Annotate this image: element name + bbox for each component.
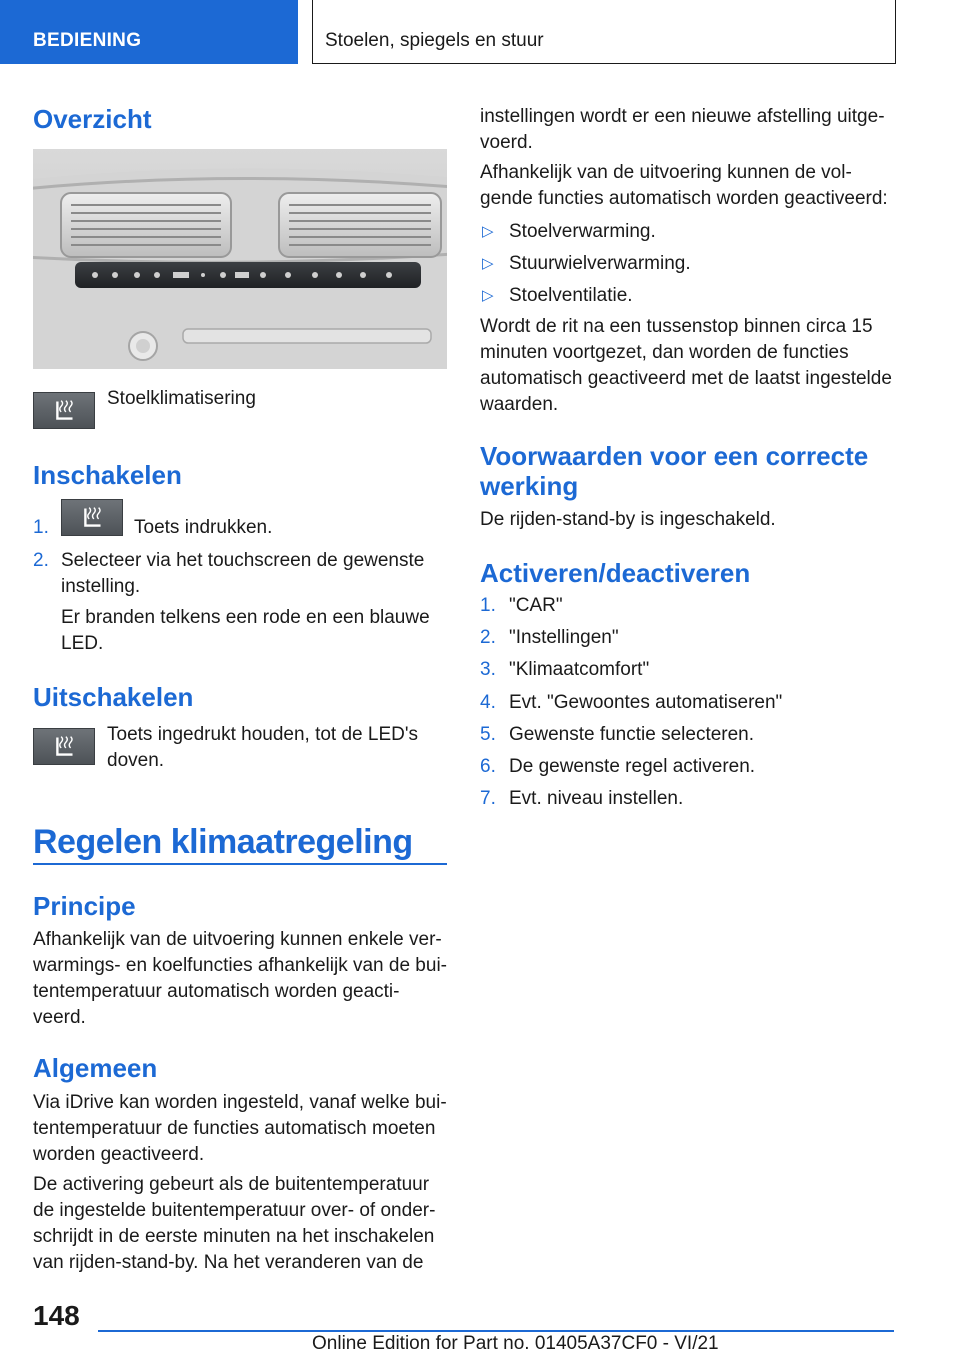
heading-uitschakelen: Uitschakelen xyxy=(33,682,194,712)
step-text: "CAR" xyxy=(509,595,563,616)
image-caption: Stoelklimatisering xyxy=(107,388,256,409)
step-number: 5. xyxy=(480,724,496,745)
climate-panel-photo xyxy=(33,149,447,369)
bullet-item: Stoelverwarming. xyxy=(509,221,656,242)
heading-voorwaarden-1: Voorwaarden voor een correcte xyxy=(480,441,869,471)
algemeen-text-2: De activering gebeurt als de buitentemperatuur de ingestelde buitentemperatuur over- of onder-schrijdt in de eerste minuten na het inschakelen van rijden-stand-by. Na het veranderen van de xyxy=(33,1174,436,1273)
step-number: 1. xyxy=(33,517,49,538)
heading-algemeen: Algemeen xyxy=(33,1053,158,1083)
seat-climate-icon xyxy=(33,728,95,765)
step-number: 2. xyxy=(33,550,49,571)
seat-climate-icon xyxy=(61,499,123,536)
step-text: Evt. niveau instellen. xyxy=(509,788,684,809)
triangle-bullet-icon: ▷ xyxy=(482,287,494,304)
heading-activeren: Activeren/deactiveren xyxy=(480,558,751,588)
step-number: 1. xyxy=(480,595,496,616)
step-text: De gewenste regel activeren. xyxy=(509,756,756,777)
heading-voorwaarden-2: werking xyxy=(480,471,579,501)
heading-regelen: Regelen klimaatregeling xyxy=(33,823,413,861)
section-title: BEDIENING xyxy=(33,30,142,51)
bullet-item: Stuurwielverwarming. xyxy=(509,253,691,274)
step-text: Selecteer via het touchscreen de gewenste instelling. xyxy=(61,550,425,597)
afhankelijk-text: Afhankelijk van de uitvoering kunnen de vol-gende functies automatisch worden geactiveerd: xyxy=(480,162,888,209)
section-tab xyxy=(0,0,298,64)
step-number: 2. xyxy=(480,627,496,648)
chapter-title: Stoelen, spiegels en stuur xyxy=(325,30,544,51)
rit-text: Wordt de rit na een tussenstop binnen circa 15 minuten voortgezet, dan worden de functies automatisch geactiveerd met de laatst ingestelde waarden. xyxy=(480,316,892,415)
edition-text: Online Edition for Part no. 01405A37CF0 - VI/21 xyxy=(312,1333,719,1354)
section-divider xyxy=(33,863,447,865)
climate-panel-illustration xyxy=(33,149,447,369)
algemeen-text-1: Via iDrive kan worden ingesteld, vanaf welke bui-tentemperatuur de functies automatisch moeten worden geactiveerd. xyxy=(33,1092,447,1165)
step-text: "Klimaatcomfort" xyxy=(509,659,650,680)
bullet-item: Stoelventilatie. xyxy=(509,285,633,306)
step-text: "Instellingen" xyxy=(509,627,619,648)
step-text: Evt. "Gewoontes automatiseren" xyxy=(509,692,783,713)
step-text: Gewenste functie selecteren. xyxy=(509,724,755,745)
footer-divider xyxy=(98,1330,894,1332)
seat-climate-icon xyxy=(33,392,95,429)
step-text: Toets indrukken. xyxy=(134,517,273,538)
step-number: 4. xyxy=(480,692,496,713)
continued-text: instellingen wordt er een nieuwe afstelling uitge-voerd. xyxy=(480,106,885,153)
chapter-header xyxy=(312,0,896,64)
step-number: 6. xyxy=(480,756,496,777)
triangle-bullet-icon: ▷ xyxy=(482,255,494,272)
uitschakelen-text: Toets ingedrukt houden, tot de LED's doven. xyxy=(107,724,418,771)
step-number: 7. xyxy=(480,788,496,809)
principe-text: Afhankelijk van de uitvoering kunnen enkele ver-warmings- en koelfuncties afhankelijk van de bui-tentemperatuur automatisch worden geacti-veerd. xyxy=(33,929,447,1028)
step-note: Er branden telkens een rode en een blauwe LED. xyxy=(61,607,430,654)
triangle-bullet-icon: ▷ xyxy=(482,223,494,240)
step-number: 3. xyxy=(480,659,496,680)
heading-principe: Principe xyxy=(33,891,136,921)
page-number: 148 xyxy=(33,1300,80,1331)
voorwaarden-text: De rijden-stand-by is ingeschakeld. xyxy=(480,509,776,530)
heading-overzicht: Overzicht xyxy=(33,104,152,134)
heading-inschakelen: Inschakelen xyxy=(33,460,182,490)
